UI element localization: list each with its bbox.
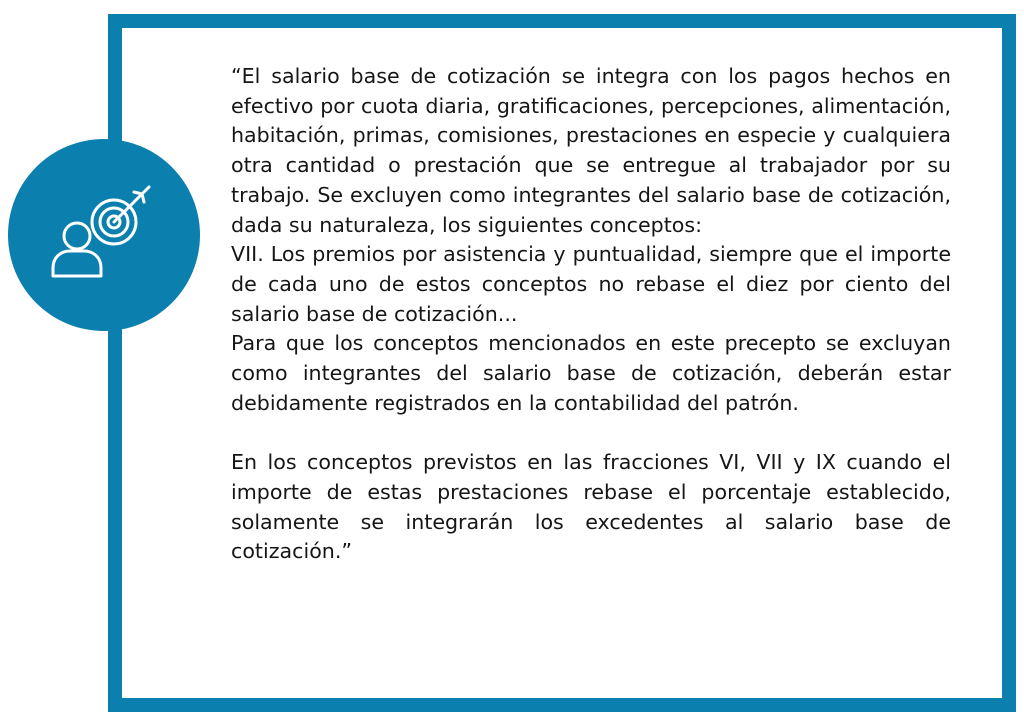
quote-paragraph-2: VII. Los premios por asistencia y puntualidad, siempre que el importe de cada uno de estos conceptos no rebase el diez por ciento del salario base de cotización... [231,242,951,326]
quote-paragraph-4: En los conceptos previstos en las fracciones VI, VII y IX cuando el importe de estas prestaciones rebase el porcentaje establecido, solamente se integrarán los excedentes al salario base de cotización.” [231,450,951,564]
quote-paragraph-1: “El salario base de cotización se integra con los pagos hechos en efectivo por cuota diaria, gratificaciones, percepciones, alimentación, habitación, primas, comisiones, prestaciones en especie y cualquiera otra cantidad o prestación que se entregue al trabajador por su trabajo. Se excluyen como integrantes del salario base de cotización, dada su naturaleza, los siguientes conceptos: [231,64,951,237]
legal-quote [231,62,951,567]
icon-badge [8,139,200,331]
quote-paragraph-3: Para que los conceptos mencionados en este precepto se excluyan como integrantes del salario base de cotización, deberán estar debidamente registrados en la contabilidad del patrón. [231,331,951,415]
person-target-icon [39,170,169,300]
